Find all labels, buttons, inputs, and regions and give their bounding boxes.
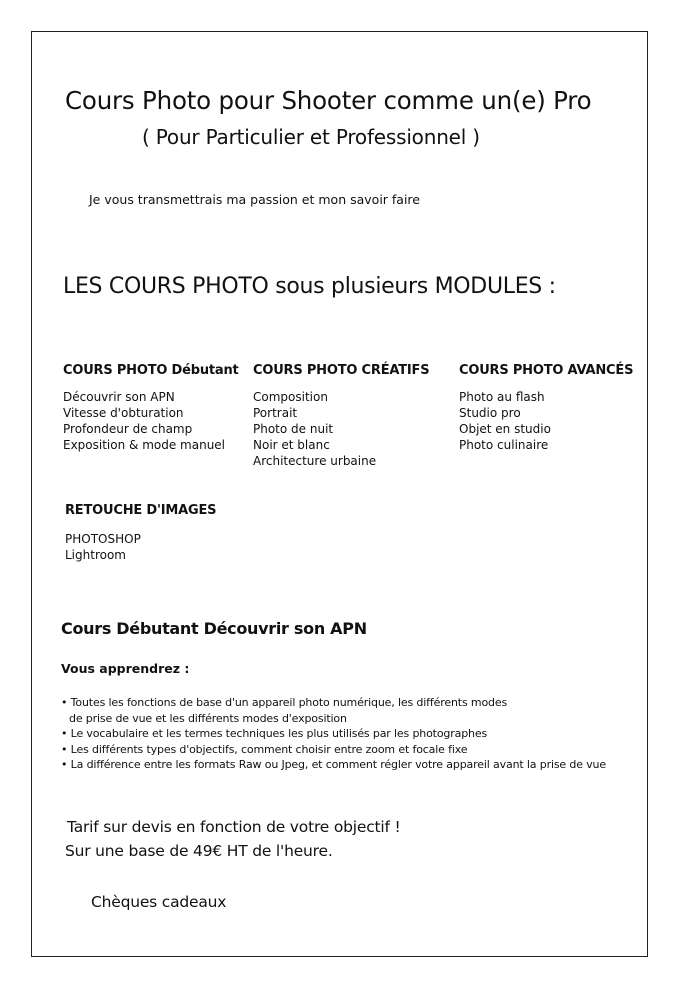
- list-item: • Toutes les fonctions de base d'un appareil photo numérique, les différents modes: [61, 696, 508, 709]
- pricing-line-1: Tarif sur devis en fonction de votre objectif !: [67, 818, 401, 836]
- list-item: • Le vocabulaire et les termes techniques les plus utilisés par les photographes: [61, 727, 488, 740]
- list-item: Découvrir son APN: [63, 390, 175, 404]
- list-item: Profondeur de champ: [63, 422, 193, 436]
- list-item: Composition: [253, 390, 328, 404]
- pricing-line-2: Sur une base de 49€ HT de l'heure.: [65, 842, 333, 860]
- gift-vouchers: Chèques cadeaux: [91, 893, 227, 911]
- module-list: [253, 389, 429, 469]
- module-heading: RETOUCHE D'IMAGES: [65, 503, 217, 518]
- page-subtitle: ( Pour Particulier et Professionnel ): [142, 125, 480, 149]
- module-list: [459, 389, 633, 453]
- list-item: Photo culinaire: [459, 438, 549, 452]
- learn-heading: Vous apprendrez :: [61, 661, 190, 676]
- list-item: PHOTOSHOP: [65, 532, 141, 546]
- list-item: Studio pro: [459, 406, 521, 420]
- intro-text: Je vous transmettrais ma passion et mon savoir faire: [89, 192, 420, 207]
- list-item: Photo au flash: [459, 390, 545, 404]
- module-beginner: [63, 363, 239, 453]
- list-item: Portrait: [253, 406, 298, 420]
- list-item: Architecture urbaine: [253, 454, 377, 468]
- list-item: de prise de vue et les différents modes d'exposition: [69, 711, 347, 725]
- module-creative: [253, 363, 429, 469]
- module-heading: COURS PHOTO AVANCÉS: [459, 363, 634, 378]
- list-item: Noir et blanc: [253, 438, 330, 452]
- list-item: Lightroom: [65, 548, 126, 562]
- module-list: [63, 389, 239, 453]
- list-item: • Les différents types d'objectifs, comment choisir entre zoom et focale fixe: [61, 742, 468, 756]
- module-retouching: [65, 503, 216, 563]
- list-item: Vitesse d'obturation: [63, 406, 184, 420]
- module-advanced: [459, 363, 633, 453]
- module-list: [65, 531, 216, 563]
- module-heading: COURS PHOTO CRÉATIFS: [253, 363, 430, 378]
- page-title: Cours Photo pour Shooter comme un(e) Pro: [65, 86, 592, 115]
- course-heading: Cours Débutant Découvrir son APN: [61, 619, 367, 638]
- list-item: • La différence entre les formats Raw ou Jpeg, et comment régler votre appareil avant la prise de vue: [61, 758, 606, 771]
- module-heading: COURS PHOTO Débutant: [63, 363, 239, 378]
- modules-heading: LES COURS PHOTO sous plusieurs MODULES :: [63, 274, 556, 299]
- list-item: Exposition & mode manuel: [63, 438, 226, 452]
- learning-list: [61, 695, 606, 773]
- list-item: Photo de nuit: [253, 422, 334, 436]
- list-item: Objet en studio: [459, 422, 551, 436]
